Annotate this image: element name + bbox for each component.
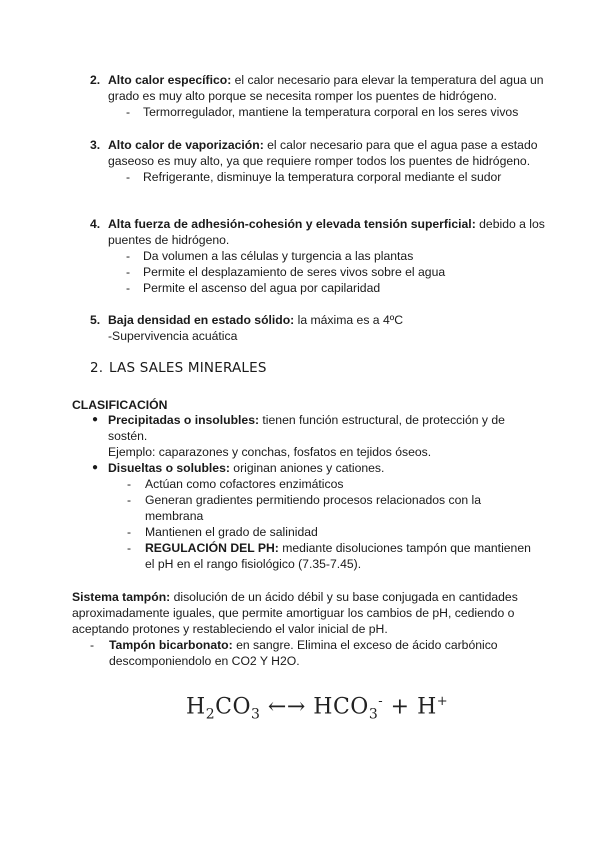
item-text: la máxima es a 4ºC	[294, 313, 403, 327]
property-item-2	[90, 72, 545, 120]
property-item-4	[90, 216, 545, 296]
item-title: Baja densidad en estado sólido:	[108, 313, 295, 327]
equilibrium-arrows: ←→	[260, 694, 314, 720]
example-text: Ejemplo: caparazones y conchas, fosfatos en tejidos óseos.	[108, 445, 432, 459]
chemical-equation: $H_2CO_3$ ←→ $HCO_3^- + H^+$	[186, 694, 449, 723]
property-item-5	[90, 312, 545, 344]
item-number: 4.	[90, 217, 101, 231]
classification-list	[92, 412, 537, 572]
sub-point: - Da volumen a las células y turgencia a las plantas	[126, 249, 414, 263]
sub-point-ph: - REGULACIÓN DEL PH: mediante disoluciones tampón que mantienen el pH en el rango fisiológico (7.35-7.45).	[127, 541, 531, 571]
sub-point: - Generan gradientes permitiendo procesos relacionados con la membrana	[127, 493, 482, 523]
sub-point: - Mantienen el grado de salinidad	[127, 525, 318, 539]
section-heading: 2. LAS SALES MINERALES	[90, 360, 267, 376]
item-number: 3.	[90, 138, 101, 152]
bullet-precipitadas: ● Precipitadas o insolubles: tienen función estructural, de protección y de sostén. Ejemplo: caparazones y conchas, fosfatos en tejidos óseos.	[92, 412, 537, 460]
item-text: el calor necesario para que el agua pase a estado gaseoso es muy alto, ya que requiere romper todos los puentes de hidrógeno.	[108, 138, 538, 168]
sub-point: - Refrigerante, disminuye la temperatura corporal mediante el sudor	[126, 170, 502, 184]
item-title: Alta fuerza de adhesión-cohesión y elevada tensión superficial:	[108, 217, 476, 231]
tampon-bicarbonato: - Tampón bicarbonato: en sangre. Elimina el exceso de ácido carbónico descomponiendolo en CO2 Y H2O.	[90, 638, 498, 668]
item-title: Alto calor específico:	[108, 73, 232, 87]
item-extra: -Supervivencia acuática	[108, 329, 238, 343]
item-text: el calor necesario para elevar la temperatura del agua un grado es muy alto porque se necesita romper los puentes de hidrógeno.	[108, 73, 544, 103]
item-text: debido a los puentes de hidrógeno.	[108, 217, 545, 247]
sub-point: - Actúan como cofactores enzimáticos	[127, 477, 344, 491]
sub-point: - Termorregulador, mantiene la temperatura corporal en los seres vivos	[126, 105, 519, 119]
bullet-disueltas: ● Disueltas o solubles: originan aniones y cationes.	[92, 461, 385, 475]
item-number: 5.	[90, 313, 101, 327]
item-title: Alto calor de vaporización:	[108, 138, 264, 152]
sistema-tampon: Sistema tampón: disolución de un ácido débil y su base conjugada en cantidades aproximadamente iguales, que permite amortiguar los cambios de pH, cediendo o aceptando protones y restableciendo el valor inicial de pH.	[72, 590, 518, 636]
sub-point: - Permite el desplazamiento de seres vivos sobre el agua	[126, 265, 446, 279]
sub-point: - Permite el ascenso del agua por capilaridad	[126, 281, 381, 295]
item-number: 2.	[90, 73, 101, 87]
classification-heading: CLASIFICACIÓN	[72, 398, 168, 412]
property-item-3	[90, 137, 545, 185]
